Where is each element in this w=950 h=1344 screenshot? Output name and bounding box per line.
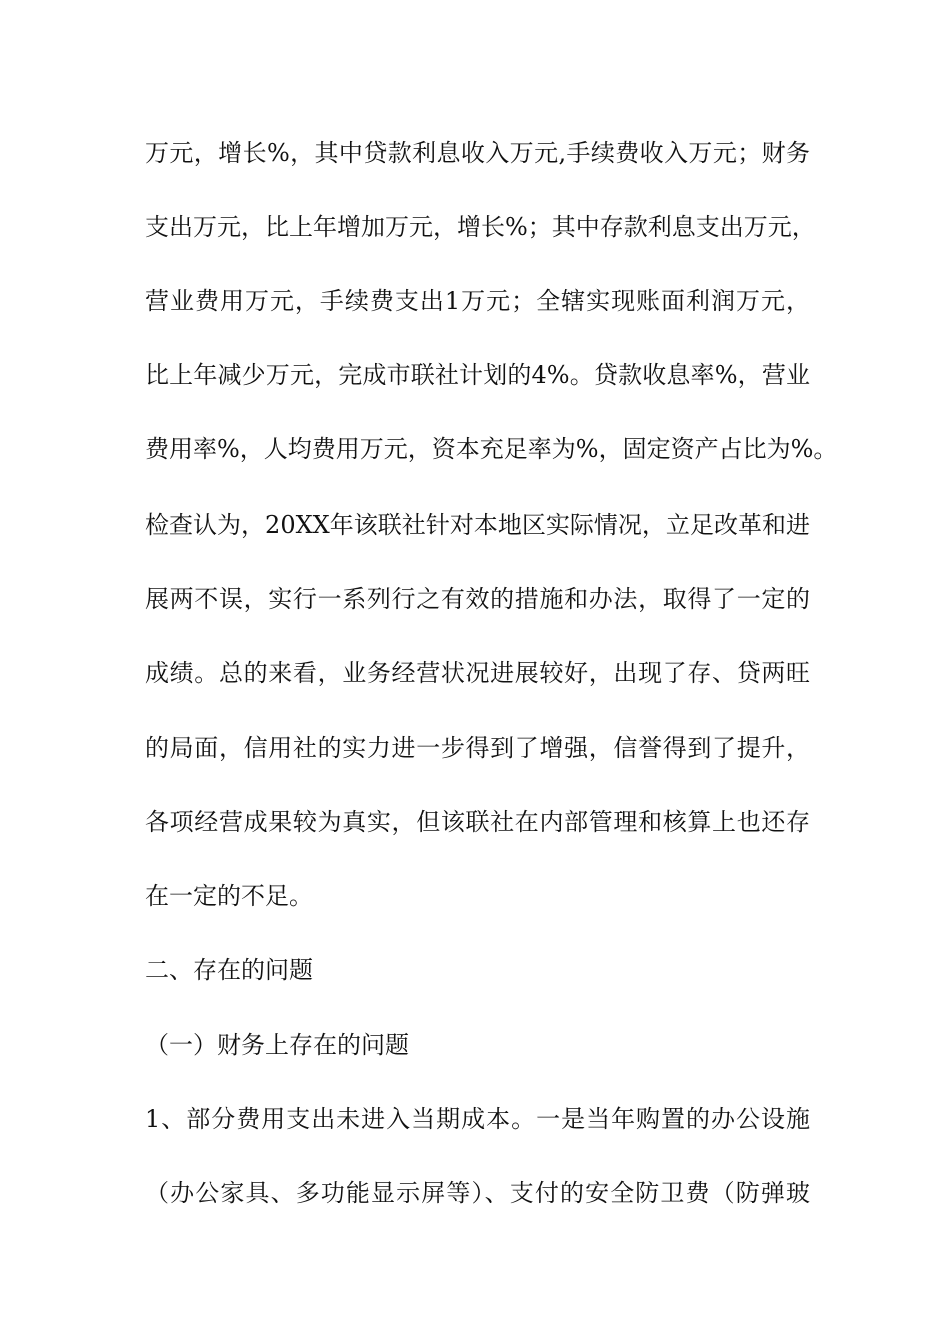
body-text-line: （办公家具、多功能显示屏等）、支付的安全防卫费（防弹玻 xyxy=(145,1179,810,1207)
subsection-heading: （一）财务上存在的问题 xyxy=(145,1031,409,1059)
body-text-line: 营业费用万元，手续费支出1万元；全辖实现账面利润万元， xyxy=(145,287,810,315)
body-text-line: 比上年减少万元，完成市联社计划的4%。贷款收息率%，营业 xyxy=(145,361,810,389)
body-text-line: 检查认为，20XX年该联社针对本地区实际情况，立足改革和进 xyxy=(145,511,810,539)
body-text-line: 万元，增长%，其中贷款利息收入万元,手续费收入万元；财务 xyxy=(145,139,810,167)
body-text-line: 费用率%，人均费用万元，资本充足率为%，固定资产占比为%。 xyxy=(145,435,838,463)
body-text-line: 展两不误，实行一系列行之有效的措施和办法，取得了一定的 xyxy=(145,585,810,613)
body-text-line: 1、部分费用支出未进入当期成本。一是当年购置的办公设施 xyxy=(145,1105,810,1133)
body-text-line: 支出万元，比上年增加万元，增长%；其中存款利息支出万元， xyxy=(145,213,816,241)
body-text-line: 成绩。总的来看，业务经营状况进展较好，出现了存、贷两旺 xyxy=(145,659,810,687)
body-text-line: 的局面，信用社的实力进一步得到了增强，信誉得到了提升， xyxy=(145,734,810,762)
section-heading: 二、存在的问题 xyxy=(145,956,313,984)
body-text-line: 在一定的不足。 xyxy=(145,882,313,910)
body-text-line: 各项经营成果较为真实，但该联社在内部管理和核算上也还存 xyxy=(145,808,810,836)
